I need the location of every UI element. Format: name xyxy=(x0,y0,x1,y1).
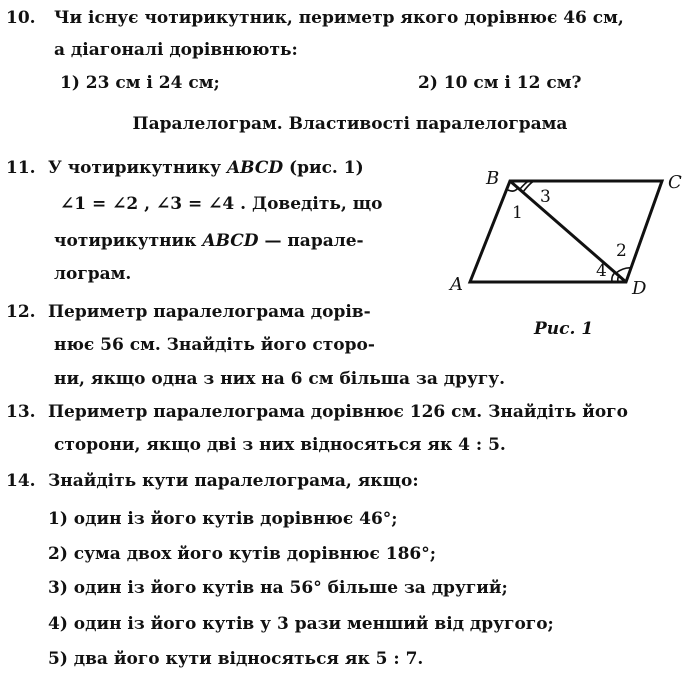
angle-label-3: 3 xyxy=(540,187,551,207)
problem-10-option-1: 1) 23 см і 24 см; xyxy=(60,73,220,93)
problem-12-line-3: ни, якщо одна з них на 6 см більша за другу. xyxy=(54,369,506,389)
vertex-label-c: C xyxy=(668,172,682,193)
problem-13-line-2: сторони, якщо дві з них відносяться як 4 : 5. xyxy=(54,435,506,455)
angle-3-arc xyxy=(523,181,534,192)
problem-12-line-1: Периметр паралелограма дорів- xyxy=(48,302,371,322)
problem-11-line-3: чотирикутник ABCD — парале- xyxy=(54,231,364,251)
vertex-label-d: D xyxy=(632,278,647,299)
vertex-label-b: B xyxy=(486,168,500,189)
problem-13-line-1: Периметр паралелограма дорівнює 126 см. Знайдіть його xyxy=(48,402,628,422)
problem-10-option-2: 2) 10 см і 12 см? xyxy=(418,73,582,93)
problem-14-number: 14. xyxy=(6,471,36,491)
problem-11-line-2: ∠1 = ∠2 , ∠3 = ∠4 . Доведіть, що xyxy=(60,194,383,214)
problem-14-item-3: 3) один із його кутів на 56° більше за другий; xyxy=(48,578,508,598)
problem-10-line-1: Чи існує чотирикутник, периметр якого дорівнює 46 см, xyxy=(54,8,624,28)
problem-14-item-1: 1) один із його кутів дорівнює 46°; xyxy=(48,509,398,529)
angle-label-4: 4 xyxy=(596,261,607,281)
angle-label-2: 2 xyxy=(616,241,627,261)
problem-14-item-5: 5) два його кути відносяться як 5 : 7. xyxy=(48,649,424,669)
problem-11-number: 11. xyxy=(6,158,36,178)
angle-1-arc xyxy=(508,188,518,191)
problem-14-item-4: 4) один із його кутів у 3 рази менший від другого; xyxy=(48,614,554,634)
problem-11-line-4: лограм. xyxy=(54,264,132,284)
problem-10-line-2: а діагоналі дорівнюють: xyxy=(54,40,298,60)
diagonal-bd xyxy=(510,181,626,282)
parallelogram-figure xyxy=(430,160,700,340)
problem-10-number: 10. xyxy=(6,8,36,28)
problem-14-item-2: 2) сума двох його кутів дорівнює 186°; xyxy=(48,544,436,564)
problem-11-line-1: У чотирикутнику ABCD (рис. 1) xyxy=(48,158,364,178)
problem-13-number: 13. xyxy=(6,402,36,422)
angle-label-1: 1 xyxy=(512,203,523,223)
figure-caption: Рис. 1 xyxy=(534,319,594,339)
problem-14-intro: Знайдіть кути паралелограма, якщо: xyxy=(48,471,419,491)
problem-12-line-2: нює 56 см. Знайдіть його сторо- xyxy=(54,335,375,355)
section-title: Паралелограм. Властивості паралелограма xyxy=(132,114,568,134)
vertex-label-a: A xyxy=(450,274,463,295)
problem-12-number: 12. xyxy=(6,302,36,322)
